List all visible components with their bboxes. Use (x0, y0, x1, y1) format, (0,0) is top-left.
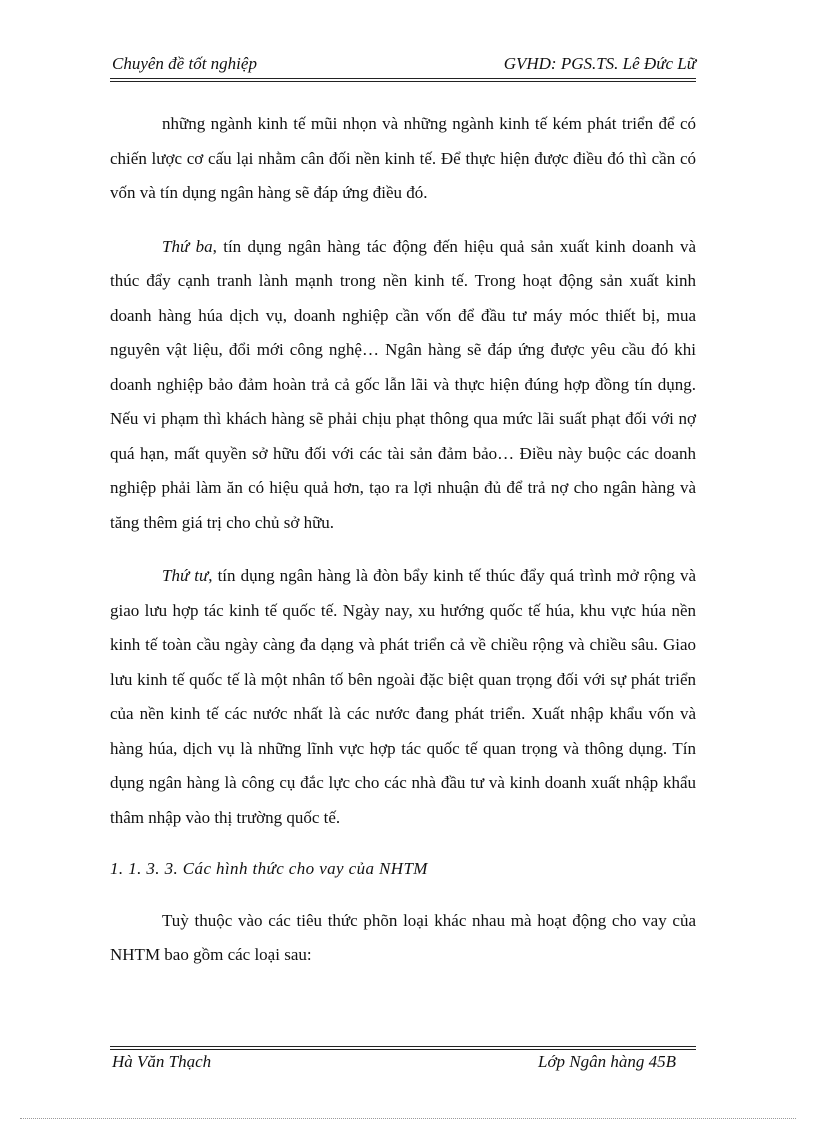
body-text (110, 107, 696, 973)
paragraph-thu-tu (110, 559, 696, 835)
page-header (110, 52, 696, 78)
page-bottom-border (20, 1118, 796, 1119)
header-document-title: Chuyên đề tốt nghiệp (112, 54, 257, 73)
section-heading: 1. 1. 3. 3. Các hình thức cho vay của NHTM (110, 859, 428, 878)
paragraph-lead-thu-ba: Thứ ba (162, 236, 213, 256)
header-rule (110, 78, 696, 79)
paragraph-text-thu-ba: , tín dụng ngân hàng tác động đến hiệu quả sản xuất kinh doanh và thúc đẩy cạnh tranh lành mạnh trong nền kinh tế. Trong hoạt động sản xuất kinh doanh hàng húa dịch vụ, doanh nghiệp cần vốn để đầu tư máy móc thiết bị, mua nguyên vật liệu, đổi mới công nghệ… Ngân hàng sẽ đáp ứng được yêu cầu đó khi doanh nghiệp bảo đảm hoàn trả cả gốc lẫn lãi và thực hiện đúng hợp đồng tín dụng. Nếu vi phạm thì khách hàng sẽ phải chịu phạt thông qua mức lãi suất phạt đối với nợ quá hạn, mất quyền sở hữu đối với các tài sản đảm bảo… Điều này buộc các doanh nghiệp phải làm ăn có hiệu quả hơn, tạo ra lợi nhuận đủ để trả nợ cho ngân hàng và tăng thêm giá trị cho chủ sở hữu. (110, 236, 696, 532)
header-supervisor: GVHD: PGS.TS. Lê Đức Lữ (503, 54, 696, 73)
paragraph-loan-types: Tuỳ thuộc vào các tiêu thức phõn loại khác nhau mà hoạt động cho vay của NHTM bao gồm các loại sau: (110, 910, 696, 964)
paragraph-text-thu-tu: , tín dụng ngân hàng là đòn bẩy kinh tế thúc đẩy quá trình mở rộng và giao lưu hợp tác kinh tế quốc tế. Ngày nay, xu hướng quốc tế húa, khu vực húa nền kinh tế toàn cầu ngày càng đa dạng và phát triển cả về chiều rộng và chiều sâu. Giao lưu kinh tế quốc tế là một nhân tố bên ngoài đặc biệt quan trọng đối với sự phát triển của nền kinh tế các nước nhất là các nước đang phát triển. Xuất nhập khẩu vốn và hàng húa, dịch vụ là những lĩnh vực hợp tác quốc tế quan trọng và thông dụng. Tín dụng ngân hàng là công cụ đắc lực cho các nhà đầu tư và kinh doanh xuất nhập khẩu thâm nhập vào thị trường quốc tế. (110, 566, 696, 827)
footer-author: Hà Văn Thạch (112, 1052, 212, 1071)
paragraph-lead-thu-tu: Thứ tư (162, 566, 209, 585)
paragraph-continuation: những ngành kinh tế mũi nhọn và những ngành kinh tế kém phát triển để có chiến lược cơ cấu lại nhằm cân đối nền kinh tế. Để thực hiện được điều đó thì cần có vốn và tín dụng ngân hàng sẽ đáp ứng điều đó. (110, 114, 696, 202)
page-footer (110, 1050, 696, 1076)
header-rule-thin (110, 81, 696, 82)
footer-class: Lớp Ngân hàng 45B (537, 1052, 676, 1071)
footer-rule-thin (110, 1046, 696, 1047)
paragraph-thu-ba (110, 230, 696, 541)
